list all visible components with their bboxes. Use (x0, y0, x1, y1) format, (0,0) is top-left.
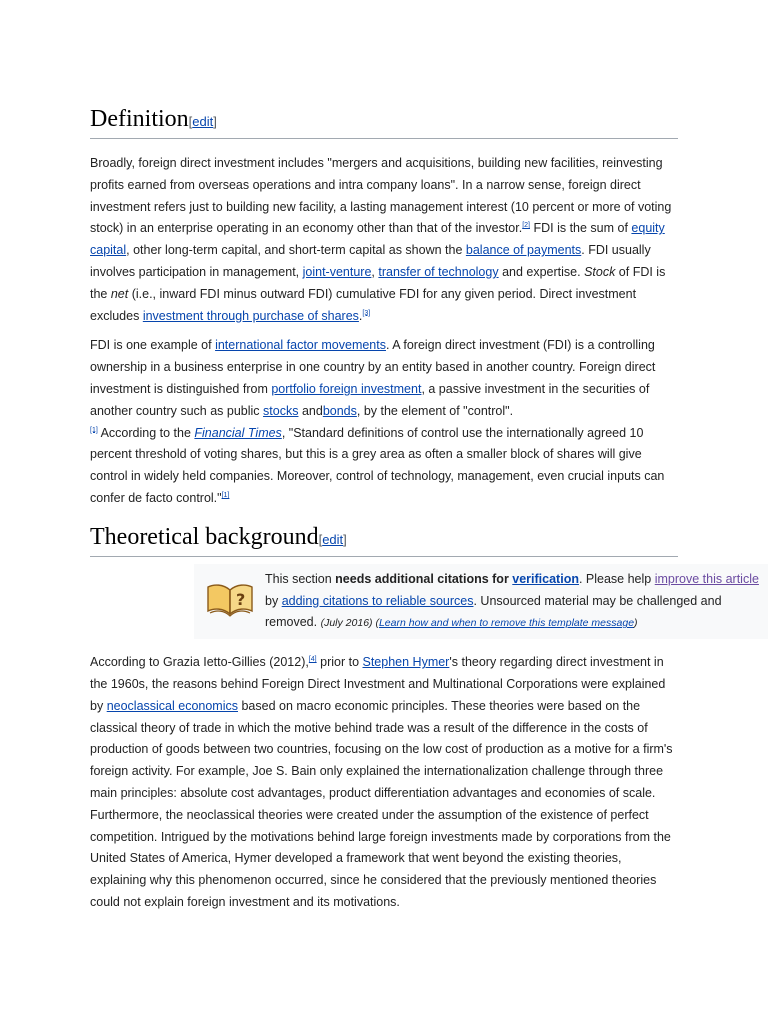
edit-section: [edit] (188, 114, 217, 129)
link-stocks[interactable]: stocks (263, 403, 299, 418)
link-financial-times[interactable]: Financial Times (194, 425, 282, 440)
link-neoclassical-economics[interactable]: neoclassical economics (106, 698, 238, 713)
section-title: Definition (90, 106, 189, 132)
link-portfolio-foreign-investment[interactable]: portfolio foreign investment (271, 381, 422, 396)
citation-needed-notice (194, 564, 768, 639)
notice-date: (July 2016) (320, 617, 373, 630)
link-verification[interactable]: verification (512, 571, 579, 586)
link-joint-venture[interactable]: joint-venture (302, 264, 372, 279)
paragraph-theoretical-1: According to Grazia Ietto-Gillies (2012),[4] prior to Stephen Hymer's theory regarding direct investment in the 1960s, the reasons behind Foreign Direct Investment and Multinational Corporations were explained by neoclassical economics based on macro economic principles. These theories were based on the classical theory of trade in which the motive behind trade was a result of the difference in the costs of production of goods between two countries, focusing on the low cost of production as a motive for a firm's foreign activity. For example, Joe S. Bain only explained the internationalization challenge through three main principles: absolute cost advantages, product differentiation advantages and economies of scale. Furthermore, the neoclassical theories were created under the assumption of the existence of perfect competition. Intrigued by the motivations behind large foreign investments made by corporations from the United States of America, Hymer developed a framework that went beyond the existing theories, explaining why this phenomenon occurred, since he considered that the previously mentioned theories could not explain foreign investment and its motivations. (90, 655, 673, 909)
link-stephen-hymer[interactable]: Stephen Hymer (362, 655, 450, 670)
citation-ref[interactable]: [3] (362, 309, 371, 317)
section-heading-definition (90, 104, 678, 139)
book-question-icon (206, 578, 254, 618)
link-adding-citations[interactable]: adding citations to reliable sources (281, 593, 474, 608)
link-learn-how-to-remove[interactable]: Learn how and when to remove this template message (378, 617, 635, 630)
svg-text:?: ? (236, 589, 246, 609)
citation-ref[interactable]: [1] (221, 491, 230, 499)
edit-link[interactable]: edit (322, 531, 344, 547)
paragraph-definition-2: FDI is one example of international factor movements. A foreign direct investment (FDI) is a controlling ownership in a business enterprise in one country by an entity based in another country. Foreign direct investment is distinguished from portfolio foreign investment, a passive investment in the securities of another country such as public stocks andbonds, by the element of "control". [1] According to the Financial Times, "Standard definitions of control use the internationally agreed 10 percent threshold of voting shares, but this is a grey area as often a smaller block of shares will give control in widely held companies. Moreover, control of technology, management, even crucial inputs can confer de facto control."[1] (90, 338, 665, 505)
link-international-factor-movements[interactable]: international factor movements (215, 338, 386, 353)
edit-section: [edit] (318, 531, 347, 547)
citation-ref[interactable]: [4] (308, 655, 317, 663)
citation-ref[interactable]: [2] (522, 222, 530, 230)
paragraph-definition-1: Broadly, foreign direct investment includes "mergers and acquisitions, building new facilities, reinvesting profits earned from overseas operations and intra company loans". In a narrow sense, foreign direct investment refers just to building new facility, a lasting management interest (10 percent or more of voting stock) in an enterprise operating in an economy other than that of the investor.[2] FDI is the sum of equity capital, other long-term capital, and short-term capital as shown the balance of payments. FDI usually involves participation in management, joint-venture, transfer of technology and expertise. Stock of FDI is the net (i.e., inward FDI minus outward FDI) cumulative FDI for any given period. Direct investment excludes investment through purchase of shares.[3] (90, 156, 672, 323)
link-transfer-of-technology[interactable]: transfer of technology (378, 264, 499, 279)
link-balance-of-payments[interactable]: balance of payments (465, 243, 582, 258)
article-content (90, 104, 759, 914)
link-equity-capital[interactable]: equity capital (90, 221, 665, 258)
section-heading-theoretical-background (90, 522, 678, 557)
edit-link[interactable]: edit (192, 114, 214, 129)
link-bonds[interactable]: bonds (322, 403, 357, 418)
link-improve-this-article[interactable]: improve this article (654, 571, 759, 586)
link-investment-through-purchase-of-shares[interactable]: investment through purchase of shares (142, 308, 359, 323)
notice-text: This section needs additional citations for verification. Please help improve this article by adding citations to reliable sources. Unsourced material may be challenged and removed. (July 2016) (Learn how and when to remove this template message) (265, 571, 759, 630)
citation-ref[interactable]: [1] (90, 426, 98, 434)
section-title: Theoretical background (90, 523, 319, 550)
